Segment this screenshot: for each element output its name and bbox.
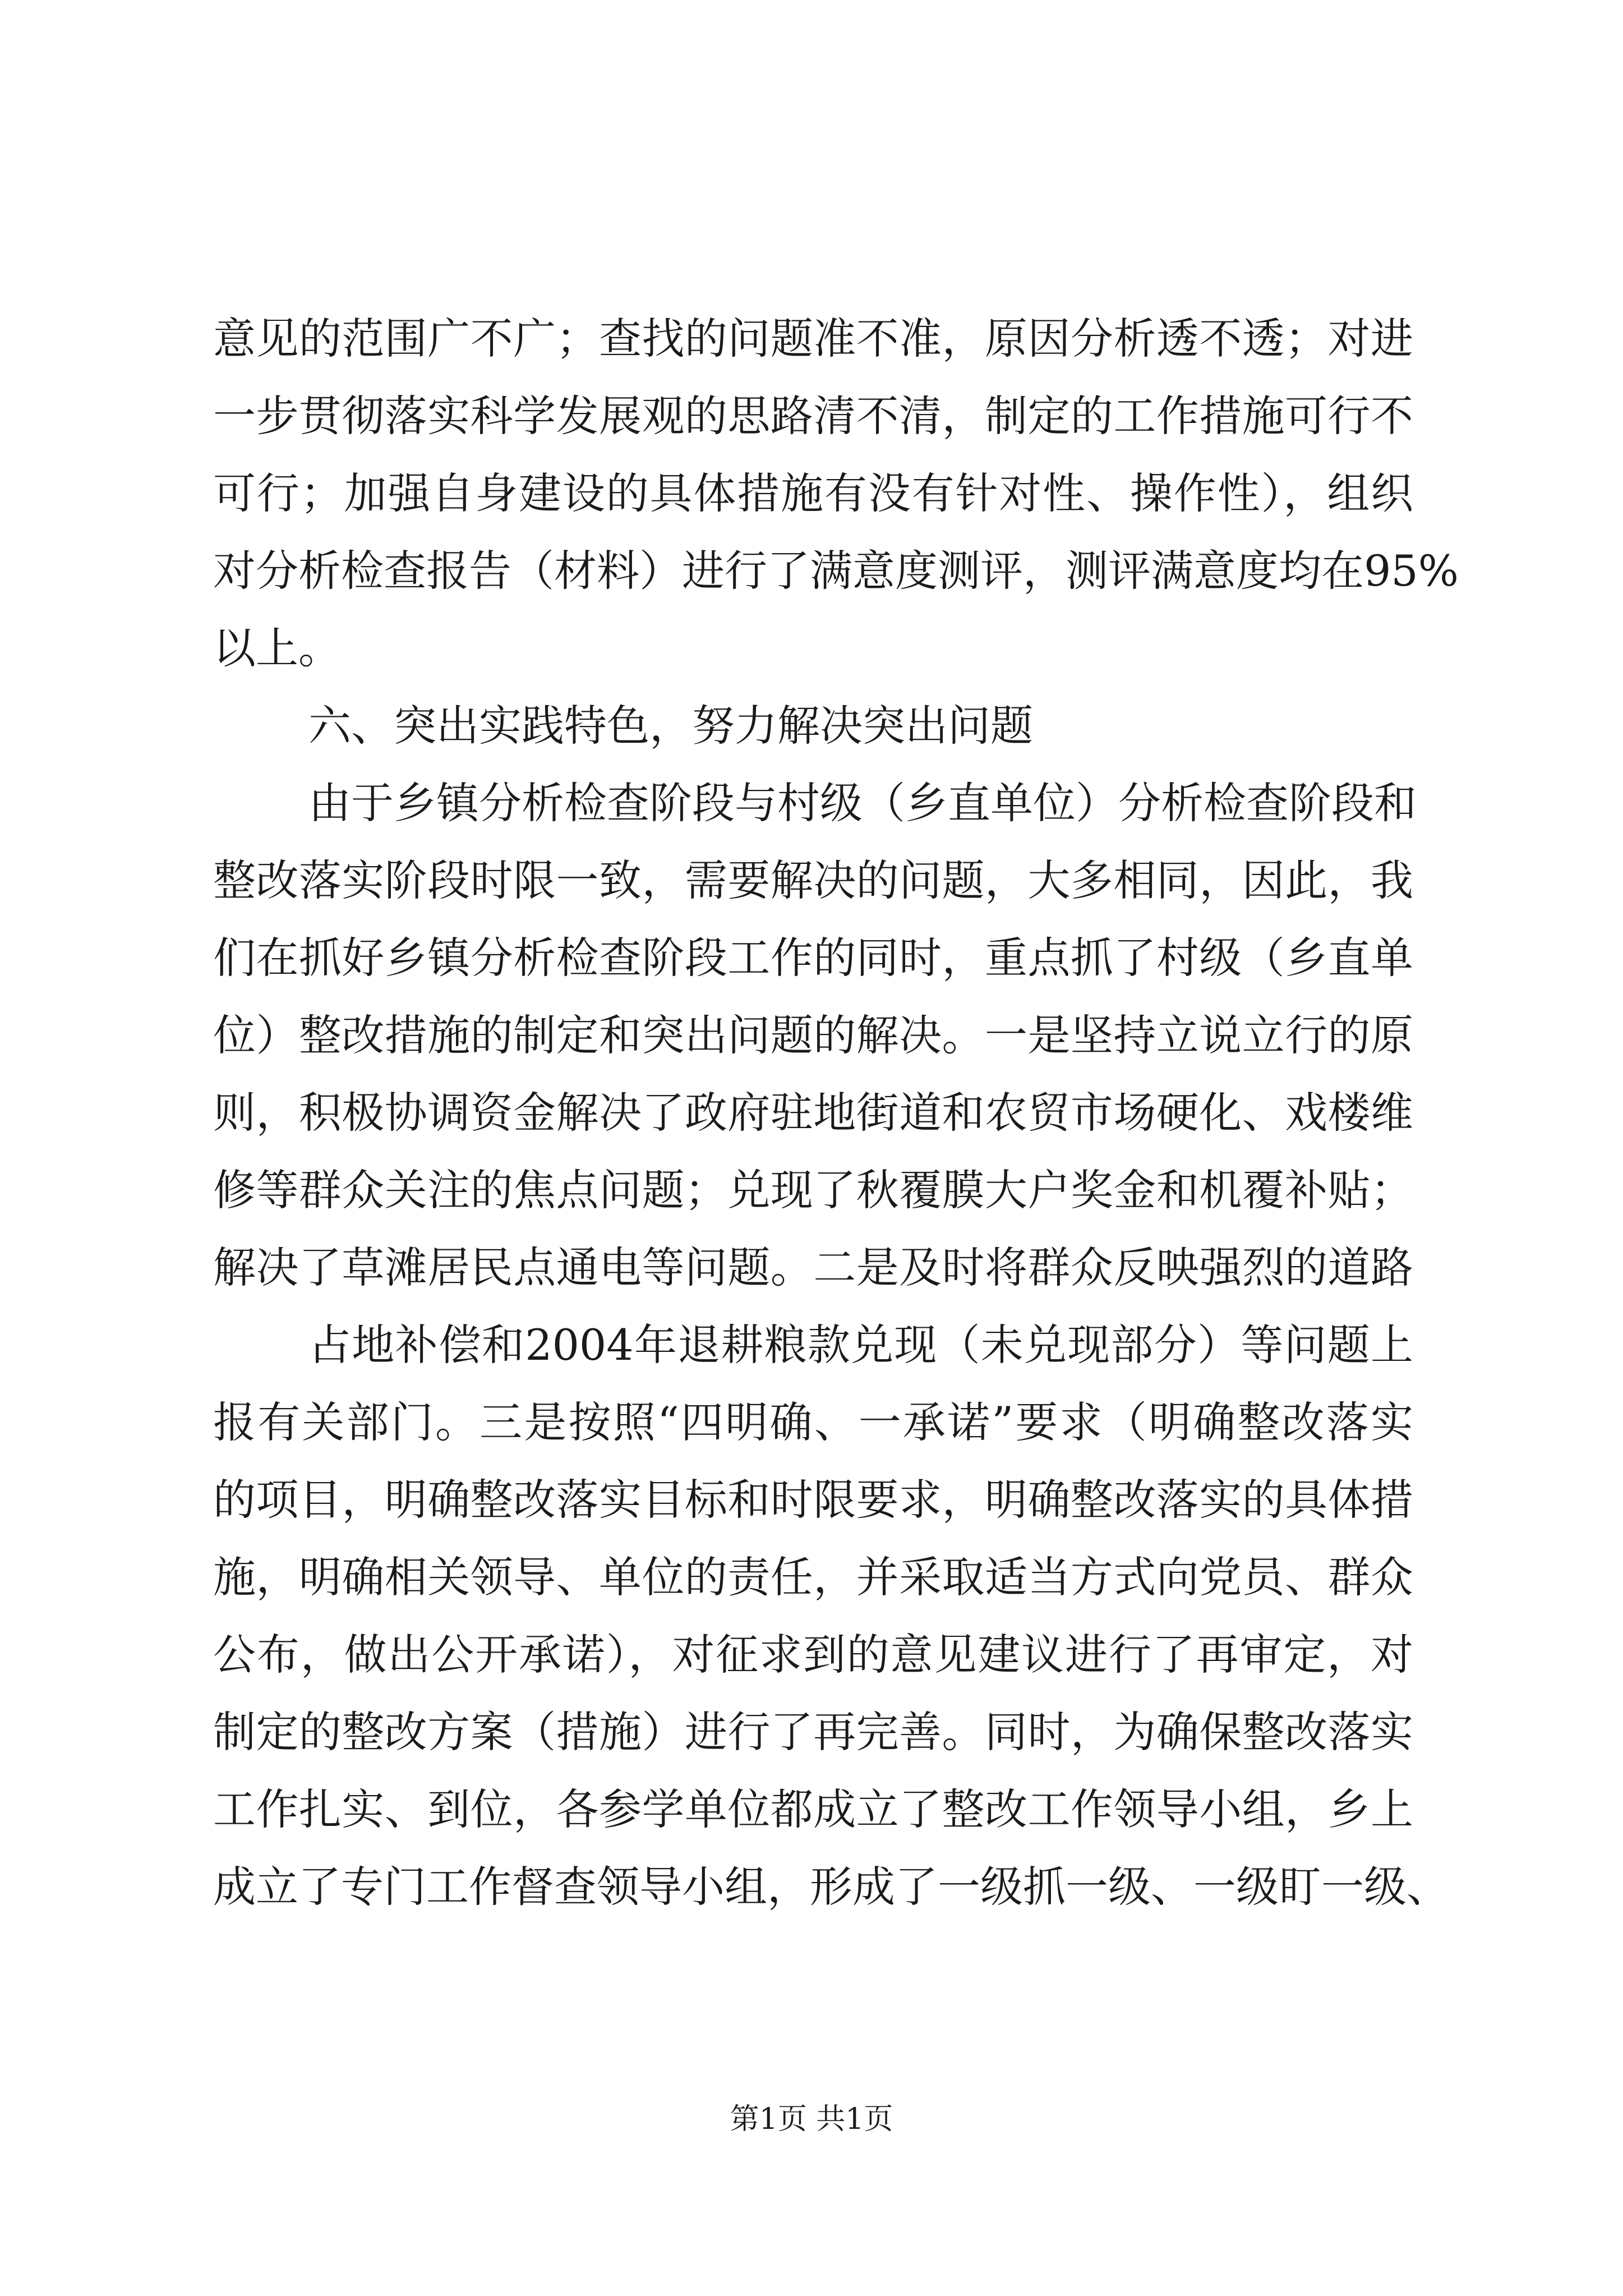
text-line: 施，明确相关领导、单位的责任，并采取适当方式向党员、群众 — [213, 1552, 1413, 1602]
text-line: 解决了草滩居民点通电等问题。二是及时将群众反映强烈的道路 — [213, 1243, 1413, 1292]
page-number-footer: 第1页 共1页 — [730, 2102, 893, 2136]
text-line: 制定的整改方案（措施）进行了再完善。同时，为确保整改落实 — [213, 1707, 1413, 1757]
text-line: 公布，做出公开承诺），对征求到的意见建议进行了再审定，对 — [213, 1630, 1413, 1680]
text-line: 成立了专门工作督查领导小组，形成了一级抓一级、一级盯一级、 — [213, 1862, 1449, 1912]
text-line: 整改落实阶段时限一致，需要解决的问题，大多相同，因此，我 — [213, 855, 1413, 905]
text-line: 一步贯彻落实科学发展观的思路清不清，制定的工作措施可行不 — [213, 391, 1413, 441]
document-body — [213, 300, 1459, 1926]
text-line: 占地补偿和2004年退耕粮款兑现（未兑现部分）等问题上 — [308, 1320, 1413, 1370]
text-line: 的项目，明确整改落实目标和时限要求，明确整改落实的具体措 — [213, 1475, 1413, 1525]
text-line: 工作扎实、到位，各参学单位都成立了整改工作领导小组，乡上 — [213, 1784, 1413, 1834]
text-line: 修等群众关注的焦点问题；兑现了秋覆膜大户奖金和机覆补贴； — [213, 1165, 1413, 1215]
text-line: 位）整改措施的制定和突出问题的解决。一是坚持立说立行的原 — [213, 1010, 1413, 1060]
section-heading: 六、突出实践特色，努力解决突出问题 — [308, 701, 1033, 751]
text-line: 意见的范围广不广；查找的问题准不准，原因分析透不透；对进 — [213, 314, 1413, 364]
text-line: 则，积极协调资金解决了政府驻地街道和农贸市场硬化、戏楼维 — [213, 1088, 1413, 1138]
text-line: 对分析检查报告（材料）进行了满意度测评，测评满意度均在95% — [213, 546, 1459, 596]
text-line: 们在抓好乡镇分析检查阶段工作的同时，重点抓了村级（乡直单 — [213, 933, 1413, 983]
text-line: 以上。 — [213, 623, 341, 673]
text-line: 报有关部门。三是按照“四明确、一承诺”要求（明确整改落实 — [213, 1397, 1413, 1447]
text-line: 可行；加强自身建设的具体措施有没有针对性、操作性），组织 — [213, 468, 1413, 518]
text-line: 由于乡镇分析检查阶段与村级（乡直单位）分析检查阶段和 — [308, 778, 1417, 828]
